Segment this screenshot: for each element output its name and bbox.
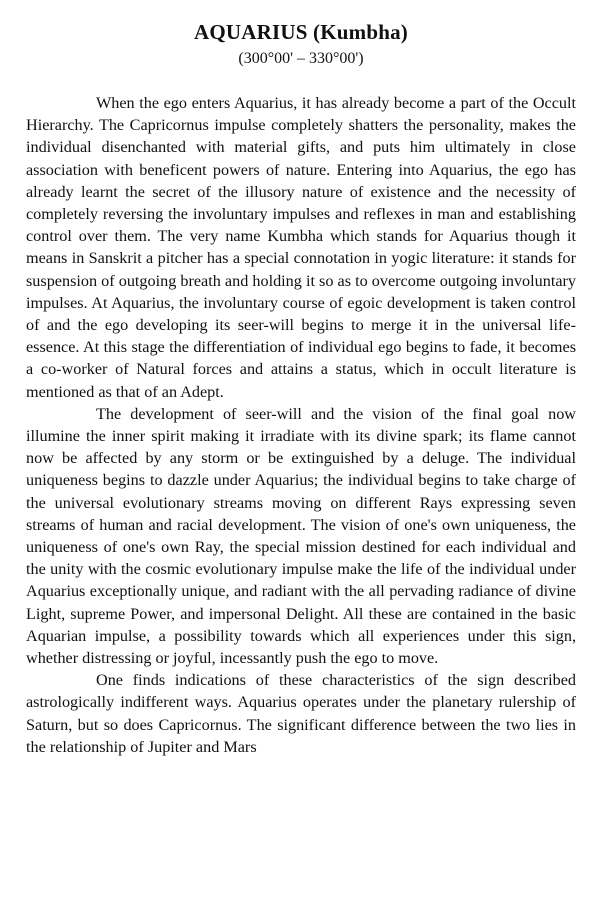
paragraph-1: When the ego enters Aquarius, it has already become a part of the Occult Hierarchy. The Capricornus impulse completely shatters the personality, makes the individual disenchanted with material gifts, and puts him ultimately in close association with beneficent powers of nature. Entering into Aquarius, the ego has already learnt the secret of the illusory nature of existence and the necessity of completely reversing the involuntary impulses and reflexes in man and establishing control over them. The very name Kumbha which stands for Aquarius though it means in Sanskrit a pitcher has a special connotation in yogic literature: it stands for suspension of outgoing breath and holding it so as to overcome outgoing involuntary impulses. At Aquarius, the involuntary course of egoic development is taken control of and the ego developing its seer-will begins to merge it in the universal life-essence. At this stage the differentiation of individual ego begins to fade, it becomes a co-worker of Natural forces and attains a status, which in occult literature is mentioned as that of an Adept.: [26, 94, 576, 401]
degree-range-subtitle: (300°00' – 330°00'): [238, 50, 364, 67]
paragraph-2: The development of seer-will and the vision of the final goal now illumine the inner spirit making it irradiate with its divine spark; its flame cannot now be affected by any storm or be extinguished by a deluge. The individual uniqueness begins to dazzle under Aquarius; the individual begins to take charge of the universal evolutionary streams moving on different Rays expressing seven streams of human and racial development. The vision of one's own uniqueness, the uniqueness of one's own Ray, the special mission destined for each individual and the unity with the cosmic evolutionary impulse make the life of the individual under Aquarius exceptionally unique, and radiant with the all pervading radiance of divine Light, supreme Power, and impersonal Delight. All these are contained in the basic Aquarian impulse, a possibility towards which all experiences under this sign, whether distressing or joyful, incessantly push the ego to move.: [26, 404, 576, 668]
body-text: [26, 92, 576, 758]
paragraph-3: One finds indications of these characteristics of the sign described astrologically indifferent ways. Aquarius operates under the planetary rulership of Saturn, but so does Capricornus. The significant difference between the two lies in the relationship of Jupiter and Mars: [26, 671, 576, 756]
book-page: [26, 18, 576, 758]
chapter-title: AQUARIUS (Kumbha): [193, 20, 408, 44]
